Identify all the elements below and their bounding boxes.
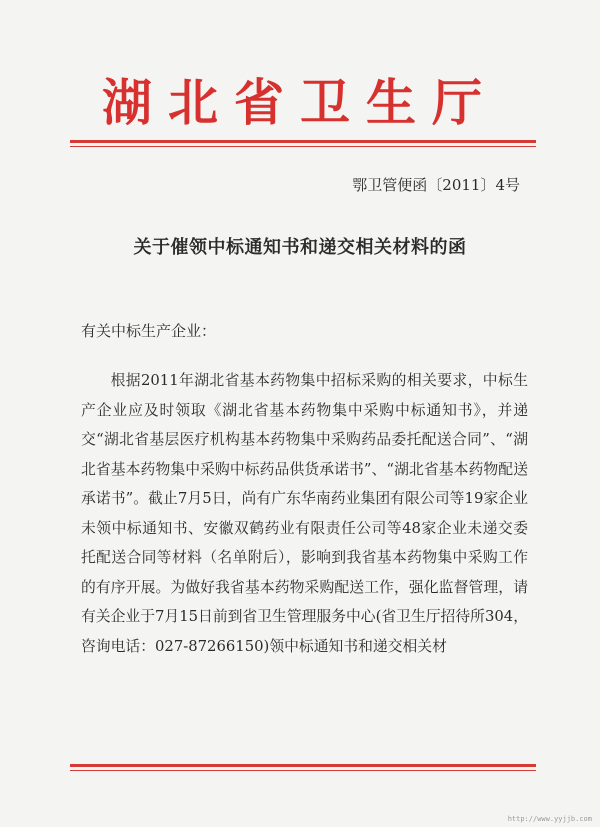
org-title: 湖北省卫生厅 [102,73,498,132]
salutation: 有关中标生产企业： [81,322,217,340]
document-title: 关于催领中标通知书和递交相关材料的函 [133,237,467,258]
header-rule-thin [70,146,536,147]
document-number: 鄂卫管便函〔2011〕4号 [352,176,520,194]
footer-rule-thin [70,770,536,771]
site-watermark: http://www.yyjjb.com [507,815,592,823]
footer-rule-thick [70,764,536,767]
body-paragraph: 根据2011年湖北省基本药物集中招标采购的相关要求，中标生产企业应及时领取《湖北省基本药物集中采购中标通知书》，并递交“湖北省基层医疗机构基本药物集中采购药品委托配送合同”、“湖北省基本药物集中采购中标药品供货承诺书”、“湖北省基本药物配送承诺书”。截止7月5日，尚有广东华南药业集团有限公司等19家企业未领中标通知书、安徽双鹤药业有限责任公司等48家企业未递交委托配送合同等材料（名单附后），影响到我省基本药物集中采购工作的有序开展。为做好我省基本药物采购配送工作，强化监督管理，请有关企业于7月15日前到省卫生管理服务中心(省卫生厅招待所304，咨询电话：027-87266150)领中标通知书和递交相关材 [81,372,528,655]
header-rule-thick [70,140,536,143]
